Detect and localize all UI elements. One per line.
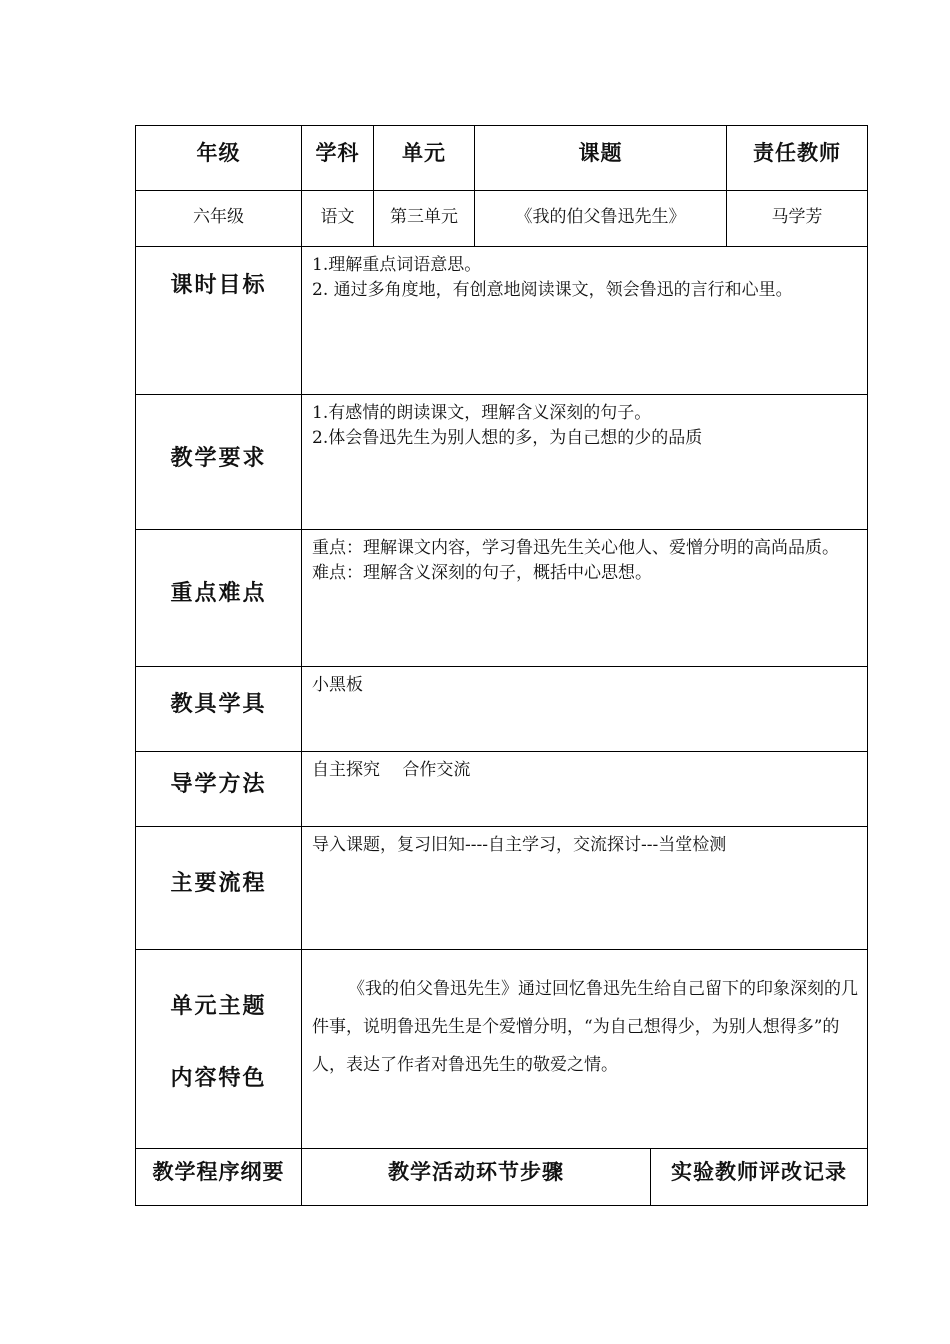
- footer-outline: 教学程序纲要: [152, 1159, 285, 1184]
- header-teacher: 责任教师: [753, 140, 841, 165]
- info-topic: 《我的伯父鲁迅先生》: [515, 206, 686, 227]
- requirements-line-2: 2.体会鲁迅先生为别人想的多，为自己想的少的品质: [312, 428, 703, 448]
- keypoints-line-1: 重点：理解课文内容，学习鲁迅先生关心他人、爱憎分明的高尚品质。: [312, 538, 839, 558]
- header-subject: 学科: [315, 140, 360, 165]
- keypoints-label: 重点难点: [170, 579, 267, 606]
- process-content: 导入课题，复习旧知----自主学习，交流探讨---当堂检测: [312, 835, 727, 855]
- tools-label: 教具学具: [170, 690, 267, 717]
- header-unit: 单元: [402, 140, 446, 165]
- method-content: 自主探究 合作交流: [312, 760, 471, 780]
- theme-content: 《我的伯父鲁迅先生》通过回忆鲁迅先生给自己留下的印象深刻的几件事，说明鲁迅先生是个爱憎分明，“为自己想得少，为别人想得多”的人，表达了作者对鲁迅先生的敬爱之情。: [312, 979, 858, 1075]
- header-grade: 年级: [196, 140, 241, 165]
- theme-label-line-1: 单元主题: [170, 993, 267, 1019]
- keypoints-line-2: 难点：理解含义深刻的句子，概括中心思想。: [312, 563, 652, 583]
- goals-line-1: 1.理解重点词语意思。: [312, 255, 482, 275]
- goals-content: [302, 247, 867, 394]
- info-unit: 第三单元: [390, 206, 458, 227]
- process-label: 主要流程: [170, 869, 267, 896]
- method-label: 导学方法: [170, 770, 267, 797]
- requirements-line-1: 1.有感情的朗读课文，理解含义深刻的句子。: [312, 403, 652, 423]
- footer-steps: 教学活动环节步骤: [388, 1159, 564, 1184]
- footer-record: 实验教师评改记录: [671, 1159, 847, 1184]
- requirements-label: 教学要求: [170, 444, 267, 471]
- goals-line-2: 2. 通过多角度地，有创意地阅读课文，领会鲁迅的言行和心里。: [312, 280, 793, 300]
- theme-label-line-2: 内容特色: [170, 1065, 267, 1091]
- tools-content: 小黑板: [312, 675, 363, 695]
- goals-label: 课时目标: [170, 271, 267, 298]
- requirements-content: [302, 395, 867, 529]
- keypoints-content: [302, 530, 867, 666]
- theme-label: [136, 950, 301, 1134]
- info-teacher: 马学芳: [771, 206, 823, 227]
- info-grade: 六年级: [193, 206, 244, 227]
- header-topic: 课题: [578, 140, 623, 165]
- info-subject: 语文: [320, 206, 355, 227]
